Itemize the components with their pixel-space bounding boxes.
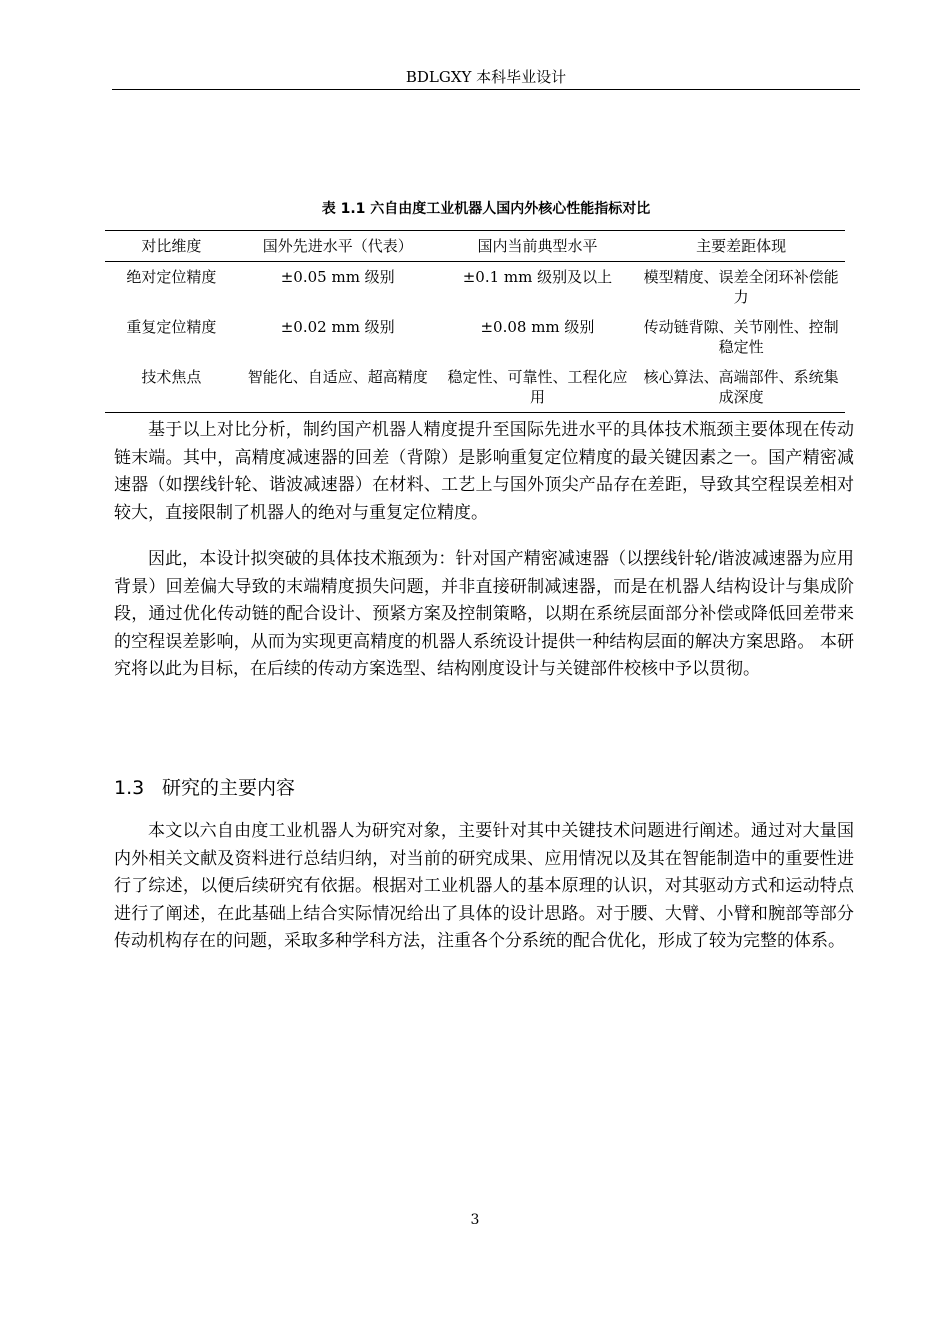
section-number: 1.3: [114, 777, 145, 799]
table-cell: ±0.05 mm 级别: [280, 268, 395, 286]
header-rule: [112, 89, 860, 90]
section-heading: [114, 775, 295, 801]
table-cell: 重复定位精度: [126, 318, 217, 336]
table-header-row: [105, 231, 845, 262]
table-header-cell: 对比维度: [141, 237, 202, 255]
body-paragraph-analysis: 基于以上对比分析，制约国产机器人精度提升至国际先进水平的具体技术瓶颈主要体现在传动链末端。其中，高精度减速器的回差（背隙）是影响重复定位精度的最关键因素之一。国产精密减速器（如摆线针轮、谐波减速器）在材料、工艺上与国外顶尖产品存在差距，导致其空程误差相对较大，直接限制了机器人的绝对与重复定位精度。: [114, 420, 854, 523]
page-number: 3: [470, 1212, 480, 1228]
table-cell: 技术焦点: [141, 368, 202, 386]
table-header-cell: 国内当前典型水平: [477, 237, 598, 255]
table-cell: ±0.08 mm 级别: [480, 318, 595, 336]
page-header: BDLGXY 本科毕业设计: [405, 68, 567, 86]
table-row: [105, 362, 845, 413]
table-cell: 传动链背隙、关节刚性、控制稳定性: [643, 318, 839, 356]
table-cell: ±0.1 mm 级别及以上: [462, 268, 613, 286]
table-cell: ±0.02 mm 级别: [280, 318, 395, 336]
table-cell: 智能化、自适应、超高精度: [247, 368, 428, 386]
body-paragraph-main-content: 本文以六自由度工业机器人为研究对象，主要针对其中关键技术问题进行阐述。通过对大量国内外相关文献及资料进行总结归纳，对当前的研究成果、应用情况以及其在智能制造中的重要性进行了综述，以便后续研究有依据。根据对工业机器人的基本原理的认识，对其驱动方式和运动特点进行了阐述，在此基础上结合实际情况给出了具体的设计思路。对于腰、大臂、小臂和腕部等部分传动机构存在的问题，采取多种学科方法，注重各个分系统的配合优化，形成了较为完整的体系。: [114, 821, 854, 951]
table-cell: 绝对定位精度: [126, 268, 217, 286]
table-header-cell: 国外先进水平（代表）: [262, 237, 413, 255]
table-cell: 核心算法、高端部件、系统集成深度: [643, 368, 839, 406]
table-row: [105, 262, 845, 313]
table-row: [105, 312, 845, 362]
table-header-cell: 主要差距体现: [696, 237, 787, 255]
comparison-table: [105, 230, 845, 413]
body-paragraph-bottleneck: 因此，本设计拟突破的具体技术瓶颈为：针对国产精密减速器（以摆线针轮/谐波减速器为应用背景）回差偏大导致的末端精度损失问题，并非直接研制减速器，而是在机器人结构设计与集成阶段，通过优化传动链的配合设计、预紧方案及控制策略，以期在系统层面部分补偿或降低回差带来的空程误差影响，从而为实现更高精度的机器人系统设计提供一种结构层面的解决方案思路。 本研究将以此为目标，在后续的传动方案选型、结构刚度设计与关键部件校核中予以贯彻。: [114, 549, 854, 679]
section-title: 研究的主要内容: [162, 777, 296, 799]
table-cell: 模型精度、误差全闭环补偿能力: [643, 268, 839, 306]
table-caption: 表 1.1 六自由度工业机器人国内外核心性能指标对比: [321, 201, 651, 217]
table-cell: 稳定性、可靠性、工程化应用: [447, 368, 628, 406]
